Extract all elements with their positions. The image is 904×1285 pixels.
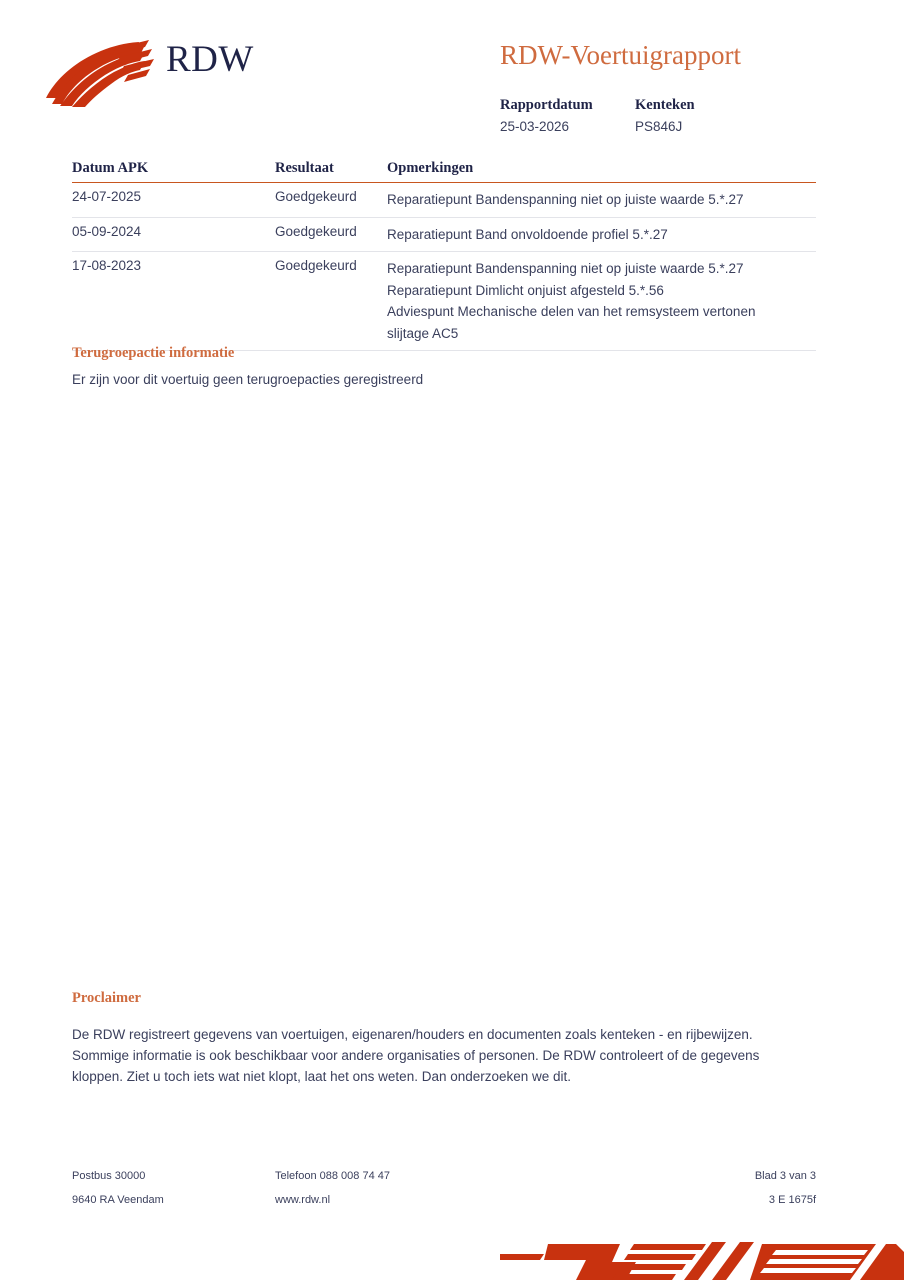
remark-line: Reparatiepunt Bandenspanning niet op juiste waarde 5.*.27: [387, 261, 744, 276]
cell-resultaat: Goedgekeurd: [275, 258, 357, 273]
recall-text: Er zijn voor dit voertuig geen terugroepacties geregistreerd: [72, 372, 424, 387]
cell-opmerkingen: [387, 189, 816, 211]
page-title: RDW-Voertuigrapport: [500, 40, 741, 70]
meta-value-kenteken: PS846J: [635, 119, 683, 134]
footer-page-label: Blad 3 van 3: [754, 1170, 816, 1182]
footer-row-1: [72, 1170, 816, 1194]
footer-website[interactable]: www.rdw.nl: [275, 1194, 331, 1206]
table-header-row: [72, 160, 816, 183]
remark-line: Reparatiepunt Bandenspanning niet op juiste waarde 5.*.27: [387, 192, 744, 207]
recall-heading: Terugroepactie informatie: [72, 345, 235, 361]
proclaimer-text: De RDW registreert gegevens van voertuigen, eigenaren/houders en documenten zoals kenteken - en rijbewijzen. Sommige informatie is ook beschikbaar voor andere organisaties of personen. De RDW controleert of de gegevens kloppen. Ziet u toch iets wat niet klopt, laat het ons weten. Dan onderzoeken we dit.: [72, 1027, 760, 1084]
table-row: [72, 252, 816, 351]
recall-section: [72, 345, 816, 390]
rdw-logo: [44, 32, 254, 108]
cell-opmerkingen: [387, 224, 816, 246]
footer-address-line2: 9640 RA Veendam: [72, 1194, 164, 1206]
table-row: [72, 183, 816, 218]
proclaimer-heading: Proclaimer: [72, 990, 141, 1006]
cell-datum-apk: 17-08-2023: [72, 258, 142, 273]
meta-field-kenteken: [635, 97, 695, 134]
cell-resultaat: Goedgekeurd: [275, 189, 357, 204]
meta-field-rapportdatum: [500, 97, 593, 134]
rdw-feather-logo-icon: [44, 36, 166, 108]
cell-opmerkingen: [387, 258, 816, 344]
rdw-speed-lines-graphic: [500, 1218, 904, 1280]
remark-line: Adviespunt Mechanische delen van het remsysteem vertonen slijtage AC5: [387, 304, 756, 341]
proclaimer-section: [72, 990, 792, 1087]
cell-datum-apk: 05-09-2024: [72, 223, 142, 239]
footer-phone: Telefoon 088 008 74 47: [275, 1170, 390, 1182]
page-footer: [72, 1170, 816, 1220]
apk-history-table: [72, 160, 816, 351]
rdw-wordmark: RDW: [166, 39, 254, 80]
meta-value-rapportdatum: 25-03-2026: [500, 119, 570, 134]
remark-line: Reparatiepunt Band onvoldoende profiel 5.*.27: [387, 226, 668, 242]
footer-address-line1: Postbus 30000: [72, 1170, 146, 1182]
column-header-resultaat: Resultaat: [275, 160, 334, 176]
meta-label-kenteken: Kenteken: [635, 97, 695, 113]
remark-line: Reparatiepunt Dimlicht onjuist afgesteld 5.*.56: [387, 282, 664, 298]
column-header-datum-apk: Datum APK: [72, 160, 149, 176]
column-header-opmerkingen: Opmerkingen: [387, 160, 474, 176]
table-row: [72, 218, 816, 253]
cell-resultaat: Goedgekeurd: [275, 223, 357, 239]
cell-datum-apk: 24-07-2025: [72, 189, 142, 204]
footer-form-code: 3 E 1675f: [768, 1194, 816, 1206]
footer-row-2: [72, 1194, 816, 1218]
meta-label-rapportdatum: Rapportdatum: [500, 97, 593, 113]
